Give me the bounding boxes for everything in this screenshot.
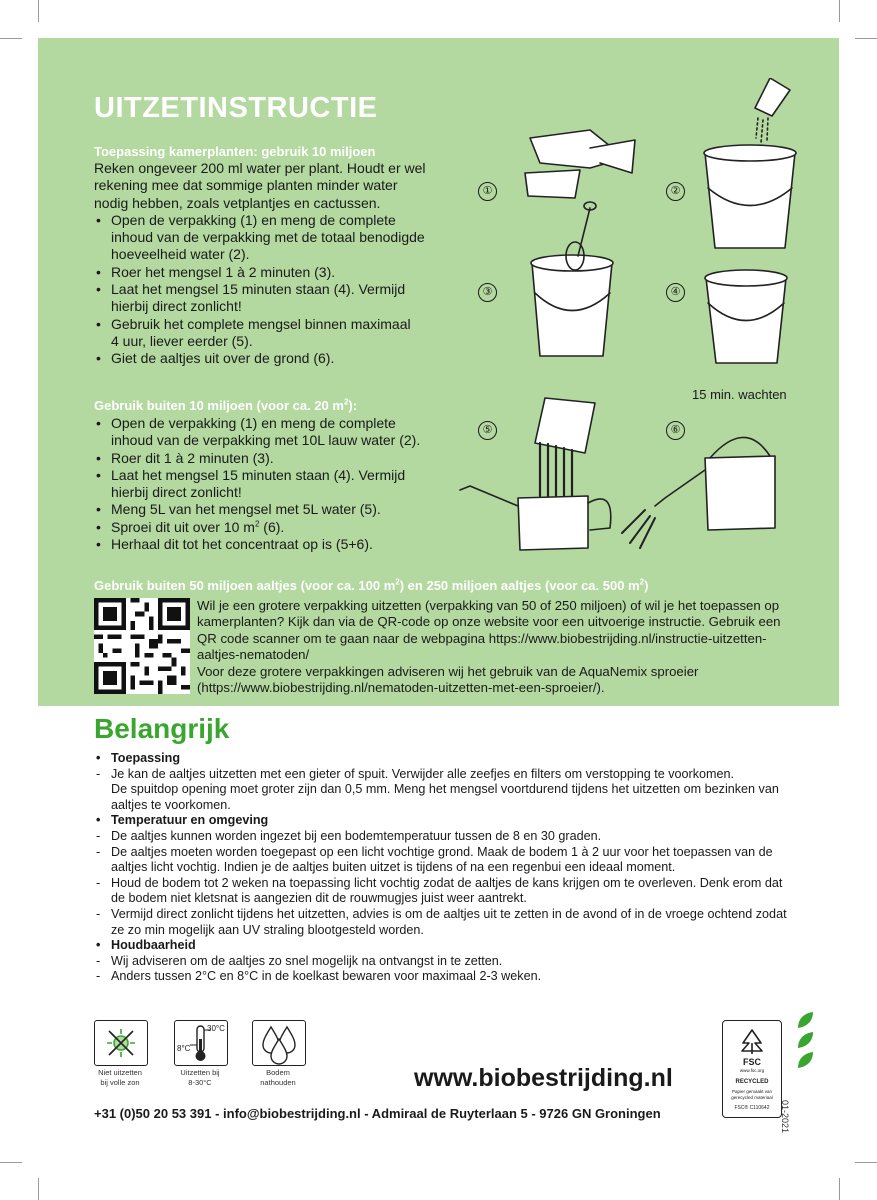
list-item: • Open de verpakking (1) en meng de complete inhoud van de verpakking met de totaal benodigde hoeveelheid water (2).	[94, 212, 444, 264]
icon-caption: Niet uitzetten bij volle zon	[98, 1068, 142, 1087]
fsc-tree-icon	[740, 1029, 764, 1055]
crop-mark	[38, 1178, 39, 1200]
text-line: aaltjes-nematoden/	[197, 647, 310, 663]
list-item: - Vermijd direct zonlicht tijdens het uitzetten, advies is om de aaltjes uit te zetten in de avond of in de vroege ochtend zodat ze zo min mogelijk aan UV straling blootgesteld worden.	[94, 907, 814, 938]
list-item: - Wij adviseren om de aaltjes zo snel mogelijk na ontvangst in te zetten.	[94, 954, 814, 970]
fsc-recycled: RECYCLED	[735, 1079, 769, 1085]
outdoor-steps-list	[94, 415, 444, 553]
crop-mark	[855, 38, 877, 39]
crop-mark	[38, 0, 39, 22]
list-item: - Anders tussen 2°C en 8°C in de koelkast bewaren voor maximaal 2-3 weken.	[94, 969, 814, 985]
leaves-icon	[795, 1010, 815, 1072]
no-sun-icon	[94, 1020, 148, 1066]
list-item: - Houd de bodem tot 2 weken na toepassing licht vochtig zodat de aaltjes de kans krijgen om te overleven. Denk erom dat de bodem niet kletsnat is aangezien dit de rouwmugjes juist weer aantrekt.	[94, 876, 814, 907]
list-item: - De aaltjes moeten worden toegepast op een licht vochtige grond. Maak de bodem 1 à 2 uur voor het toepassen van de aaltjes licht vochtig. Indien je de aaltjes buiten uitzet is tijdens of na een regenbui een ideaal moment.	[94, 845, 814, 876]
temp-high-label: 30°C	[207, 1024, 225, 1033]
crop-mark	[0, 1162, 22, 1163]
text-line: Voor deze grotere verpakkingen adviseren wij het gebruik van de AquaNemix sproeier	[197, 663, 699, 679]
qr-code[interactable]	[94, 598, 190, 694]
text-line: kamerplanten? Kijk dan via de QR-code op onze website voor een uitvoerige instructie. Gebruik een	[197, 614, 781, 630]
indoor-text	[94, 160, 444, 368]
icon-caption: Bodem nathouden	[260, 1068, 296, 1087]
crop-mark	[839, 1178, 840, 1200]
large-quantity-text	[197, 598, 817, 696]
contact-line: +31 (0)50 20 53 391 - info@biobestrijding.nl - Admiraal de Ruyterlaan 5 - 9726 GN Groningen	[94, 1106, 661, 1121]
date-code: 01-2021	[780, 1100, 790, 1134]
website-link[interactable]: www.biobestrijding.nl	[414, 1064, 673, 1092]
list-item: • Roer dit 1 à 2 minuten (3).	[94, 450, 444, 467]
step-number: ⑤	[478, 421, 497, 440]
list-item: • Gebruik het complete mengsel binnen maximaal 4 uur, liever eerder (5).	[94, 316, 444, 351]
indoor-heading: Toepassing kamerplanten: gebruik 10 miljoen	[94, 144, 376, 159]
fsc-desc: Papier gemaakt van gerecycled materiaal	[731, 1089, 773, 1100]
list-item: • Herhaal dit tot het concentraat op is (5+6).	[94, 536, 444, 553]
list-item: • Laat het mengsel 15 minuten staan (4). Vermijd hierbij direct zonlicht!	[94, 467, 444, 502]
thermometer-icon	[174, 1020, 228, 1066]
fsc-label: FSC	[743, 1057, 761, 1067]
indoor-intro-line: nodig hebben, zoals vetplantjes en cactussen.	[94, 194, 381, 211]
indoor-intro-line: rekening mee dat sommige planten minder water	[94, 177, 398, 194]
list-item: • Meng 5L van het mengsel met 5L water (5).	[94, 501, 444, 518]
outdoor-text	[94, 415, 444, 553]
step-number: ③	[478, 283, 497, 302]
list-item: • Roer het mengsel 1 à 2 minuten (3).	[94, 264, 444, 281]
crop-mark	[839, 0, 840, 22]
water-drops-icon	[252, 1020, 306, 1066]
step-number: ④	[666, 283, 685, 302]
indoor-steps-list	[94, 212, 444, 368]
crop-mark	[855, 1162, 877, 1163]
outdoor-heading: Gebruik buiten 10 miljoen (voor ca. 20 $m^2$):	[94, 397, 358, 413]
text-line: QR code scanner om te gaan naar de webpagina https://www.biobestrijding.nl/instructie-uitzetten-	[197, 630, 767, 646]
steps-illustration	[440, 78, 840, 578]
list-item: • Laat het mengsel 15 minuten staan (4). Vermijd hierbij direct zonlicht!	[94, 281, 444, 316]
page-title: UITZETINSTRUCTIE	[94, 92, 378, 124]
section-heading: • Houdbaarheid	[94, 938, 814, 954]
temp-low-label: 8°C	[177, 1044, 191, 1053]
icon-caption: Uitzetten bij 8-30°C	[180, 1068, 220, 1087]
text-line: (https://www.biobestrijding.nl/nematoden-uitzetten-met-een-sproeier/).	[197, 680, 605, 696]
indoor-intro-line: Reken ongeveer 200 ml water per plant. Houdt er wel	[94, 160, 426, 176]
fsc-url: www.fsc.org	[739, 1068, 765, 1073]
fsc-code: FSC® C110642	[734, 1105, 770, 1111]
step-number: ⑥	[666, 421, 685, 440]
text-line: Wil je een grotere verpakking uitzetten (verpakking van 50 of 250 miljoen) of wil je het toepassen op	[197, 598, 780, 613]
list-item: • Giet de aaltjes uit over de grond (6).	[94, 350, 444, 367]
wait-label: 15 min. wachten	[692, 387, 787, 402]
step-number: ①	[478, 182, 497, 201]
list-item: - De aaltjes kunnen worden ingezet bij een bodemtemperatuur tussen de 8 en 30 graden.	[94, 829, 814, 845]
step-number: ②	[666, 182, 685, 201]
large-quantity-heading: Gebruik buiten 50 miljoen aaltjes (voor ca. 100 $m^2$) en 250 miljoen aaltjes (voor ca. 500 $m^2$)	[94, 577, 649, 593]
section-heading: • Toepassing	[94, 751, 814, 767]
list-item: • Sproei dit uit over 10 $m^2$ (6).	[94, 519, 444, 536]
section-heading: • Temperatuur en omgeving	[94, 813, 814, 829]
important-title: Belangrijk	[94, 713, 230, 744]
crop-mark	[0, 38, 22, 39]
list-item: - Je kan de aaltjes uitzetten met een gieter of spuit. Verwijder alle zeefjes en filters om verstopping te voorkomen. De spuitdop opening moet groter zijn dan 0,5 mm. Meng het mengsel voortdurend tijdens het uitzetten om bezinken van aaltjes te voorkomen.	[94, 767, 814, 814]
list-item: • Open de verpakking (1) en meng de complete inhoud van de verpakking met 10L lauw water (2).	[94, 415, 444, 450]
fsc-logo	[722, 1020, 782, 1118]
important-section	[94, 751, 814, 985]
